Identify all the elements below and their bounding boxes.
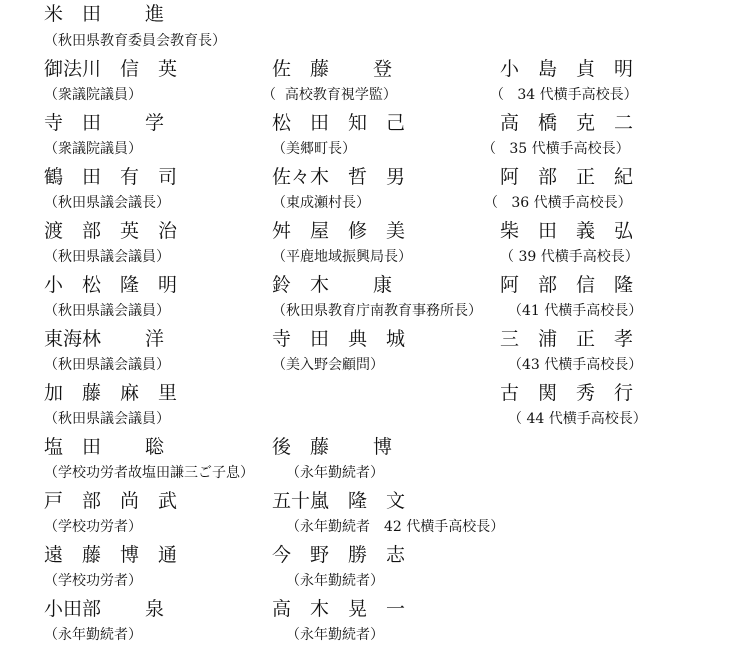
name-row6-left: 東海林 洋	[44, 328, 165, 350]
name-row6-mid: 寺 田 典 城	[272, 328, 406, 350]
role-row7-right: （ 44 代横手高校長）	[508, 411, 647, 427]
role-row9-mid: （永年勤続者 42 代横手高校長）	[286, 519, 505, 535]
name-row10-left: 遠 藤 博 通	[44, 544, 178, 566]
name-row0-left: 米 田 進	[44, 3, 165, 25]
role-row2-right: （ 35 代横手高校長）	[482, 141, 630, 157]
role-row2-mid: （美郷町長）	[272, 141, 356, 157]
role-row5-mid: （秋田県教育庁南教育事務所長）	[272, 303, 482, 319]
name-row2-left: 寺 田 学	[44, 112, 165, 134]
name-row3-mid: 佐々木 哲 男	[272, 166, 406, 188]
name-row11-mid: 高 木 晃 一	[272, 598, 406, 620]
name-row10-mid: 今 野 勝 志	[272, 544, 406, 566]
name-row1-left: 御法川 信 英	[44, 58, 178, 80]
name-row2-mid: 松 田 知 己	[272, 112, 406, 134]
role-row11-mid: （永年勤続者）	[286, 627, 384, 643]
role-row4-mid: （平鹿地域振興局長）	[272, 249, 412, 265]
role-row1-mid: （ 高校教育視学監）	[262, 87, 397, 103]
name-row4-right: 柴 田 義 弘	[500, 220, 634, 242]
role-row5-left: （秋田県議会議員）	[44, 303, 170, 319]
role-row2-left: （衆議院議員）	[44, 141, 142, 157]
name-row5-mid: 鈴 木 康	[272, 274, 393, 296]
role-row10-mid: （永年勤続者）	[286, 573, 384, 589]
role-row10-left: （学校功労者）	[44, 573, 142, 589]
name-row9-mid: 五十嵐 隆 文	[272, 490, 406, 512]
role-row3-right: （ 36 代横手高校長）	[484, 195, 632, 211]
name-row4-mid: 舛 屋 修 美	[272, 220, 406, 242]
name-row3-left: 鶴 田 有 司	[44, 166, 178, 188]
name-row7-right: 古 関 秀 行	[500, 382, 634, 404]
role-row3-left: （秋田県議会議長）	[44, 195, 170, 211]
name-row1-mid: 佐 藤 登	[272, 58, 393, 80]
name-row7-left: 加 藤 麻 里	[44, 382, 178, 404]
name-row8-left: 塩 田 聡	[44, 436, 165, 458]
role-row8-left: （学校功労者故塩田謙三ご子息）	[44, 465, 254, 481]
name-row5-right: 阿 部 信 隆	[500, 274, 634, 296]
role-row4-left: （秋田県議会議員）	[44, 249, 170, 265]
role-row1-right: （ 34 代横手高校長）	[490, 87, 638, 103]
role-row6-right: （43 代横手高校長）	[508, 357, 643, 373]
name-row1-right: 小 島 貞 明	[500, 58, 634, 80]
name-row2-right: 高 橋 克 二	[500, 112, 634, 134]
role-row11-left: （永年勤続者）	[44, 627, 142, 643]
name-row6-right: 三 浦 正 孝	[500, 328, 634, 350]
name-row3-right: 阿 部 正 紀	[500, 166, 634, 188]
name-row4-left: 渡 部 英 治	[44, 220, 178, 242]
role-row9-left: （学校功労者）	[44, 519, 142, 535]
role-row6-left: （秋田県議会議員）	[44, 357, 170, 373]
role-row7-left: （秋田県議会議員）	[44, 411, 170, 427]
name-row8-mid: 後 藤 博	[272, 436, 393, 458]
name-row5-left: 小 松 隆 明	[44, 274, 178, 296]
role-row8-mid: （永年勤続者）	[286, 465, 384, 481]
name-row9-left: 戸 部 尚 武	[44, 490, 178, 512]
name-row11-left: 小田部 泉	[44, 598, 165, 620]
role-row1-left: （衆議院議員）	[44, 87, 142, 103]
role-row5-right: （41 代横手高校長）	[508, 303, 643, 319]
role-row6-mid: （美入野会顧問）	[272, 357, 384, 373]
role-row4-right: （ 39 代横手高校長）	[500, 249, 639, 265]
role-row3-mid: （東成瀬村長）	[272, 195, 370, 211]
role-row0-left: （秋田県教育委員会教育長）	[44, 33, 226, 49]
